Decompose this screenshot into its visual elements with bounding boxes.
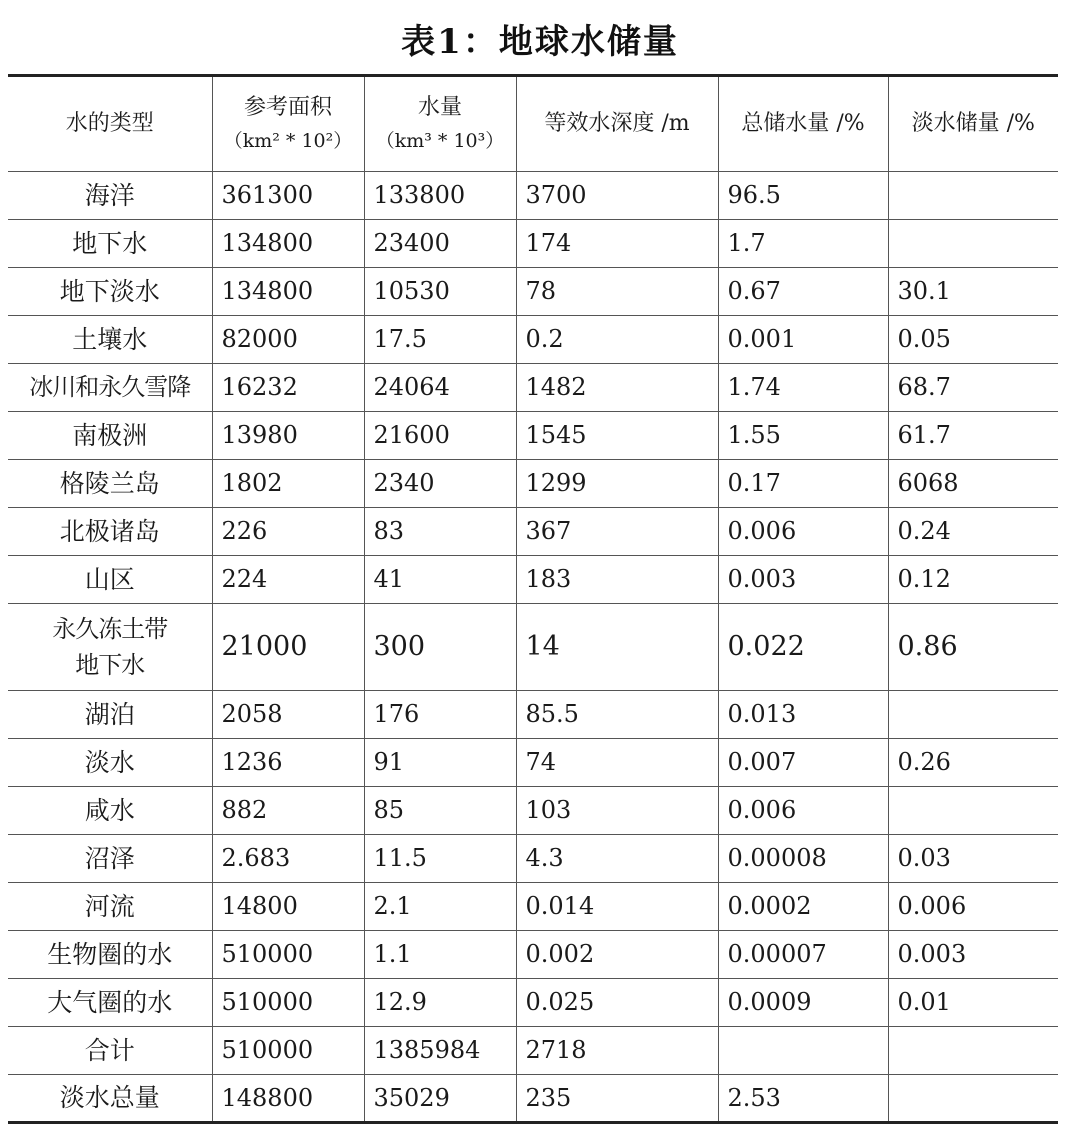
fresh-pct-cell: 61.7 <box>888 412 1058 460</box>
depth-cell: 367 <box>516 508 718 556</box>
total-pct-cell: 0.006 <box>718 508 888 556</box>
area-cell: 361300 <box>212 172 364 220</box>
total-pct-cell: 96.5 <box>718 172 888 220</box>
volume-cell: 24064 <box>364 364 516 412</box>
area-cell: 82000 <box>212 316 364 364</box>
depth-cell: 174 <box>516 220 718 268</box>
table-row <box>8 604 1058 691</box>
area-cell: 510000 <box>212 979 364 1027</box>
water-type-cell: 永久冻土带地下水 <box>8 604 212 691</box>
area-cell: 134800 <box>212 268 364 316</box>
table-row <box>8 1027 1058 1075</box>
fresh-pct-cell: 0.03 <box>888 835 1058 883</box>
water-type-cell: 沼泽 <box>8 835 212 883</box>
total-pct-cell: 0.0009 <box>718 979 888 1027</box>
total-pct-cell: 0.00007 <box>718 931 888 979</box>
fresh-pct-cell: 0.006 <box>888 883 1058 931</box>
area-cell: 224 <box>212 556 364 604</box>
header-volume <box>364 76 516 172</box>
header-area-name: 参考面积 <box>243 95 332 121</box>
volume-cell: 300 <box>364 604 516 691</box>
volume-cell: 176 <box>364 691 516 739</box>
depth-cell: 74 <box>516 739 718 787</box>
volume-cell: 17.5 <box>364 316 516 364</box>
header-volume-unit: （km³ * 10³） <box>375 129 505 152</box>
depth-cell: 0.014 <box>516 883 718 931</box>
total-pct-cell: 0.013 <box>718 691 888 739</box>
fresh-pct-cell <box>888 172 1058 220</box>
water-type-cell: 生物圈的水 <box>8 931 212 979</box>
fresh-pct-cell: 0.24 <box>888 508 1058 556</box>
area-cell: 134800 <box>212 220 364 268</box>
water-type-cell: 合计 <box>8 1027 212 1075</box>
volume-cell: 10530 <box>364 268 516 316</box>
depth-cell: 0.2 <box>516 316 718 364</box>
total-pct-cell: 0.67 <box>718 268 888 316</box>
depth-cell: 1545 <box>516 412 718 460</box>
header-area <box>212 76 364 172</box>
table-row <box>8 460 1058 508</box>
table-row <box>8 979 1058 1027</box>
water-type-cell: 大气圈的水 <box>8 979 212 1027</box>
header-area-unit: （km² * 10²） <box>223 129 353 152</box>
header-water-type: 水的类型 <box>8 76 212 172</box>
area-cell: 510000 <box>212 1027 364 1075</box>
header-fresh-pct: 淡水储量 /% <box>888 76 1058 172</box>
volume-cell: 133800 <box>364 172 516 220</box>
total-pct-cell: 0.0002 <box>718 883 888 931</box>
table-row <box>8 739 1058 787</box>
fresh-pct-cell <box>888 691 1058 739</box>
area-cell: 882 <box>212 787 364 835</box>
table-row <box>8 316 1058 364</box>
area-cell: 2058 <box>212 691 364 739</box>
volume-cell: 1.1 <box>364 931 516 979</box>
fresh-pct-cell <box>888 220 1058 268</box>
area-cell: 2.683 <box>212 835 364 883</box>
table-row <box>8 268 1058 316</box>
depth-cell: 78 <box>516 268 718 316</box>
depth-cell: 0.025 <box>516 979 718 1027</box>
water-type-cell: 淡水总量 <box>8 1075 212 1123</box>
water-type-cell: 地下水 <box>8 220 212 268</box>
table-row <box>8 787 1058 835</box>
volume-cell: 83 <box>364 508 516 556</box>
volume-cell: 23400 <box>364 220 516 268</box>
area-cell: 16232 <box>212 364 364 412</box>
volume-cell: 41 <box>364 556 516 604</box>
fresh-pct-cell: 0.12 <box>888 556 1058 604</box>
volume-cell: 21600 <box>364 412 516 460</box>
water-type-cell: 格陵兰岛 <box>8 460 212 508</box>
table-row <box>8 835 1058 883</box>
depth-cell: 14 <box>516 604 718 691</box>
fresh-pct-cell: 0.26 <box>888 739 1058 787</box>
fresh-pct-cell <box>888 787 1058 835</box>
table-row <box>8 220 1058 268</box>
depth-cell: 2718 <box>516 1027 718 1075</box>
fresh-pct-cell: 0.01 <box>888 979 1058 1027</box>
volume-cell: 1385984 <box>364 1027 516 1075</box>
water-storage-table <box>8 74 1058 1124</box>
area-cell: 13980 <box>212 412 364 460</box>
total-pct-cell: 0.17 <box>718 460 888 508</box>
total-pct-cell: 0.00008 <box>718 835 888 883</box>
area-cell: 1236 <box>212 739 364 787</box>
total-pct-cell: 0.006 <box>718 787 888 835</box>
table-body <box>8 172 1058 1123</box>
fresh-pct-cell: 0.86 <box>888 604 1058 691</box>
fresh-pct-cell: 0.003 <box>888 931 1058 979</box>
header-row <box>8 76 1058 172</box>
total-pct-cell: 0.007 <box>718 739 888 787</box>
area-cell: 510000 <box>212 931 364 979</box>
table-row <box>8 556 1058 604</box>
area-cell: 148800 <box>212 1075 364 1123</box>
area-cell: 14800 <box>212 883 364 931</box>
volume-cell: 2.1 <box>364 883 516 931</box>
fresh-pct-cell: 0.05 <box>888 316 1058 364</box>
fresh-pct-cell: 68.7 <box>888 364 1058 412</box>
water-type-cell: 山区 <box>8 556 212 604</box>
fresh-pct-cell <box>888 1075 1058 1123</box>
table-row <box>8 691 1058 739</box>
header-depth: 等效水深度 /m <box>516 76 718 172</box>
table-row <box>8 364 1058 412</box>
depth-cell: 1482 <box>516 364 718 412</box>
water-type-cell: 北极诸岛 <box>8 508 212 556</box>
water-type-cell: 冰川和永久雪降 <box>8 364 212 412</box>
depth-cell: 0.002 <box>516 931 718 979</box>
table-row <box>8 412 1058 460</box>
volume-cell: 2340 <box>364 460 516 508</box>
fresh-pct-cell: 30.1 <box>888 268 1058 316</box>
water-type-cell: 海洋 <box>8 172 212 220</box>
volume-cell: 35029 <box>364 1075 516 1123</box>
depth-cell: 1299 <box>516 460 718 508</box>
water-type-cell: 地下淡水 <box>8 268 212 316</box>
area-cell: 1802 <box>212 460 364 508</box>
water-type-cell: 淡水 <box>8 739 212 787</box>
depth-cell: 183 <box>516 556 718 604</box>
water-type-cell: 河流 <box>8 883 212 931</box>
total-pct-cell: 1.74 <box>718 364 888 412</box>
water-type-cell: 南极洲 <box>8 412 212 460</box>
volume-cell: 12.9 <box>364 979 516 1027</box>
total-pct-cell: 0.001 <box>718 316 888 364</box>
fresh-pct-cell: 6068 <box>888 460 1058 508</box>
area-cell: 226 <box>212 508 364 556</box>
volume-cell: 85 <box>364 787 516 835</box>
volume-cell: 11.5 <box>364 835 516 883</box>
table-row <box>8 172 1058 220</box>
water-type-cell: 土壤水 <box>8 316 212 364</box>
table-row <box>8 883 1058 931</box>
depth-cell: 4.3 <box>516 835 718 883</box>
volume-cell: 91 <box>364 739 516 787</box>
total-pct-cell: 1.7 <box>718 220 888 268</box>
total-pct-cell: 0.022 <box>718 604 888 691</box>
total-pct-cell: 2.53 <box>718 1075 888 1123</box>
depth-cell: 103 <box>516 787 718 835</box>
depth-cell: 85.5 <box>516 691 718 739</box>
water-type-cell: 湖泊 <box>8 691 212 739</box>
table-row <box>8 508 1058 556</box>
table-row <box>8 931 1058 979</box>
table-row <box>8 1075 1058 1123</box>
depth-cell: 3700 <box>516 172 718 220</box>
depth-cell: 235 <box>516 1075 718 1123</box>
header-volume-name: 水量 <box>417 95 462 121</box>
water-type-cell: 咸水 <box>8 787 212 835</box>
header-total-pct: 总储水量 /% <box>718 76 888 172</box>
total-pct-cell: 1.55 <box>718 412 888 460</box>
table-title: 表1：地球水储量 <box>401 22 679 62</box>
total-pct-cell: 0.003 <box>718 556 888 604</box>
fresh-pct-cell <box>888 1027 1058 1075</box>
total-pct-cell <box>718 1027 888 1075</box>
area-cell: 21000 <box>212 604 364 691</box>
